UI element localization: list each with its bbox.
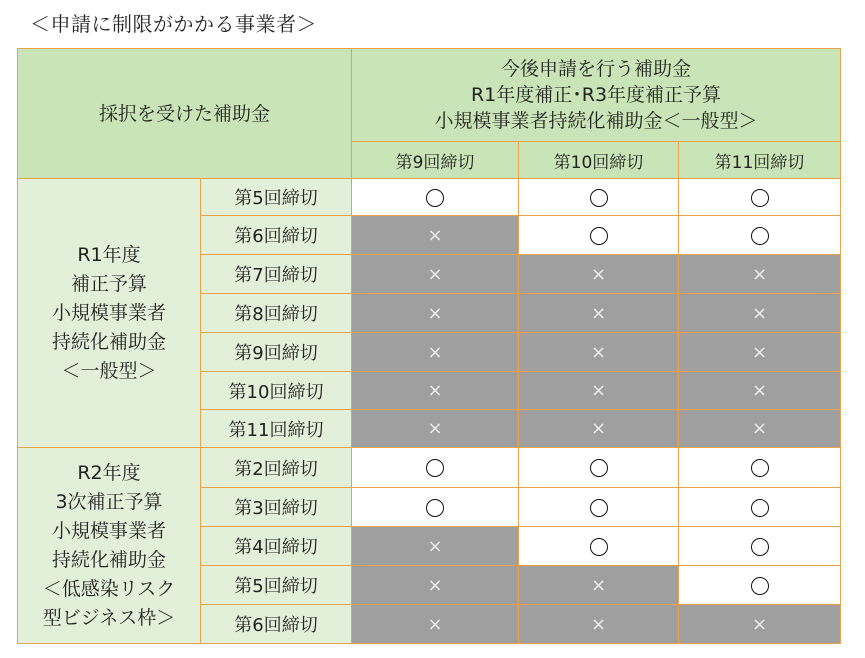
restricted-cell bbox=[352, 527, 519, 566]
subsidy-group-label bbox=[18, 179, 201, 448]
circle-mark-icon bbox=[590, 499, 608, 517]
future-subsidy-header bbox=[352, 49, 841, 142]
adopted-deadline-label: 第11回締切 bbox=[201, 410, 352, 448]
restricted-cell bbox=[519, 294, 679, 333]
cross-mark-icon: × bbox=[590, 341, 607, 363]
restricted-cell bbox=[519, 255, 679, 294]
group-label-line: 持続化補助金 bbox=[51, 330, 166, 353]
eligible-cell bbox=[519, 448, 679, 488]
cross-mark-icon: × bbox=[590, 574, 607, 596]
restricted-cell bbox=[352, 410, 519, 448]
page-title: ＜申請に制限がかかる事業者＞ bbox=[30, 12, 317, 36]
group-label-line: R2年度 bbox=[77, 461, 141, 484]
restricted-cell bbox=[519, 372, 679, 410]
deadline-column-header: 第11回締切 bbox=[679, 142, 841, 179]
eligible-cell bbox=[519, 488, 679, 527]
adopted-deadline-label: 第5回締切 bbox=[201, 566, 352, 605]
restricted-cell bbox=[352, 216, 519, 255]
adopted-deadline-label: 第5回締切 bbox=[201, 179, 352, 216]
eligible-cell bbox=[352, 488, 519, 527]
cross-mark-icon: × bbox=[427, 535, 443, 557]
eligible-cell bbox=[679, 566, 841, 605]
restricted-cell bbox=[352, 294, 519, 333]
circle-mark-icon bbox=[426, 459, 444, 477]
circle-mark-icon bbox=[751, 538, 769, 556]
group-label-line: 小規模事業者 bbox=[51, 301, 166, 324]
future-subsidy-line: 小規模事業者持続化補助金＜一般型＞ bbox=[434, 110, 758, 132]
restricted-cell bbox=[679, 255, 841, 294]
deadline-column-header: 第10回締切 bbox=[519, 142, 679, 179]
restricted-cell bbox=[519, 410, 679, 448]
table-row bbox=[18, 179, 841, 216]
adopted-deadline-label: 第7回締切 bbox=[201, 255, 352, 294]
eligible-cell bbox=[679, 216, 841, 255]
restricted-cell bbox=[679, 294, 841, 333]
adopted-subsidy-label: 採択を受けた補助金 bbox=[98, 102, 270, 125]
circle-mark-icon bbox=[751, 459, 769, 477]
restricted-cell bbox=[519, 605, 679, 644]
cross-mark-icon: × bbox=[427, 574, 443, 596]
group-label-line: 型ビジネス枠＞ bbox=[42, 606, 176, 629]
eligible-cell bbox=[519, 179, 679, 216]
restricted-cell bbox=[679, 333, 841, 372]
restricted-cell bbox=[352, 255, 519, 294]
cross-mark-icon: × bbox=[590, 263, 607, 285]
cross-mark-icon: × bbox=[751, 380, 768, 401]
cross-mark-icon: × bbox=[590, 302, 607, 324]
restriction-table bbox=[17, 48, 841, 644]
restricted-cell bbox=[352, 372, 519, 410]
adopted-deadline-label: 第9回締切 bbox=[201, 333, 352, 372]
table-row bbox=[18, 448, 841, 488]
cross-mark-icon: × bbox=[427, 380, 443, 401]
group-label-line: 小規模事業者 bbox=[51, 519, 166, 542]
group-label-line: 持続化補助金 bbox=[51, 548, 166, 571]
adopted-subsidy-header bbox=[18, 49, 352, 179]
restricted-cell bbox=[352, 333, 519, 372]
eligible-cell bbox=[519, 216, 679, 255]
circle-mark-icon bbox=[590, 189, 608, 207]
restricted-cell bbox=[679, 605, 841, 644]
circle-mark-icon bbox=[751, 189, 769, 207]
cross-mark-icon: × bbox=[427, 613, 443, 635]
circle-mark-icon bbox=[590, 227, 608, 245]
cross-mark-icon: × bbox=[427, 418, 443, 439]
eligible-cell bbox=[679, 179, 841, 216]
circle-mark-icon bbox=[751, 499, 769, 517]
cross-mark-icon: × bbox=[427, 302, 443, 324]
group-label-line: 補正予算 bbox=[70, 272, 147, 295]
group-label-line: 3次補正予算 bbox=[55, 490, 163, 513]
cross-mark-icon: × bbox=[751, 418, 768, 439]
group-label-line: R1年度 bbox=[77, 243, 141, 266]
cross-mark-icon: × bbox=[590, 418, 607, 439]
cross-mark-icon: × bbox=[751, 341, 768, 363]
adopted-deadline-label: 第6回締切 bbox=[201, 605, 352, 644]
cross-mark-icon: × bbox=[590, 613, 607, 635]
adopted-deadline-label: 第4回締切 bbox=[201, 527, 352, 566]
deadline-column-header: 第9回締切 bbox=[352, 142, 519, 179]
eligible-cell bbox=[519, 527, 679, 566]
circle-mark-icon bbox=[751, 577, 769, 595]
restricted-cell bbox=[352, 566, 519, 605]
cross-mark-icon: × bbox=[590, 380, 607, 401]
restricted-cell bbox=[519, 566, 679, 605]
circle-mark-icon bbox=[426, 499, 444, 517]
adopted-deadline-label: 第8回締切 bbox=[201, 294, 352, 333]
circle-mark-icon bbox=[590, 538, 608, 556]
eligible-cell bbox=[352, 179, 519, 216]
restricted-cell bbox=[679, 410, 841, 448]
cross-mark-icon: × bbox=[751, 302, 768, 324]
eligible-cell bbox=[352, 448, 519, 488]
eligible-cell bbox=[679, 488, 841, 527]
circle-mark-icon bbox=[590, 459, 608, 477]
restricted-cell bbox=[679, 372, 841, 410]
adopted-deadline-label: 第6回締切 bbox=[201, 216, 352, 255]
group-label-line: ＜一般型＞ bbox=[61, 359, 157, 382]
cross-mark-icon: × bbox=[751, 263, 768, 285]
restricted-cell bbox=[519, 333, 679, 372]
cross-mark-icon: × bbox=[427, 341, 443, 363]
group-label-line: ＜低感染リスク bbox=[42, 577, 176, 600]
future-subsidy-line: R1年度補正･R3年度補正予算 bbox=[470, 84, 722, 106]
subsidy-group-label bbox=[18, 448, 201, 644]
circle-mark-icon bbox=[751, 227, 769, 245]
cross-mark-icon: × bbox=[427, 263, 443, 285]
eligible-cell bbox=[679, 527, 841, 566]
restricted-cell bbox=[352, 605, 519, 644]
circle-mark-icon bbox=[426, 189, 444, 207]
adopted-deadline-label: 第3回締切 bbox=[201, 488, 352, 527]
adopted-deadline-label: 第2回締切 bbox=[201, 448, 352, 488]
cross-mark-icon: × bbox=[427, 224, 443, 246]
eligible-cell bbox=[679, 448, 841, 488]
future-subsidy-line: 今後申請を行う補助金 bbox=[500, 58, 691, 80]
cross-mark-icon: × bbox=[751, 613, 768, 635]
adopted-deadline-label: 第10回締切 bbox=[201, 372, 352, 410]
